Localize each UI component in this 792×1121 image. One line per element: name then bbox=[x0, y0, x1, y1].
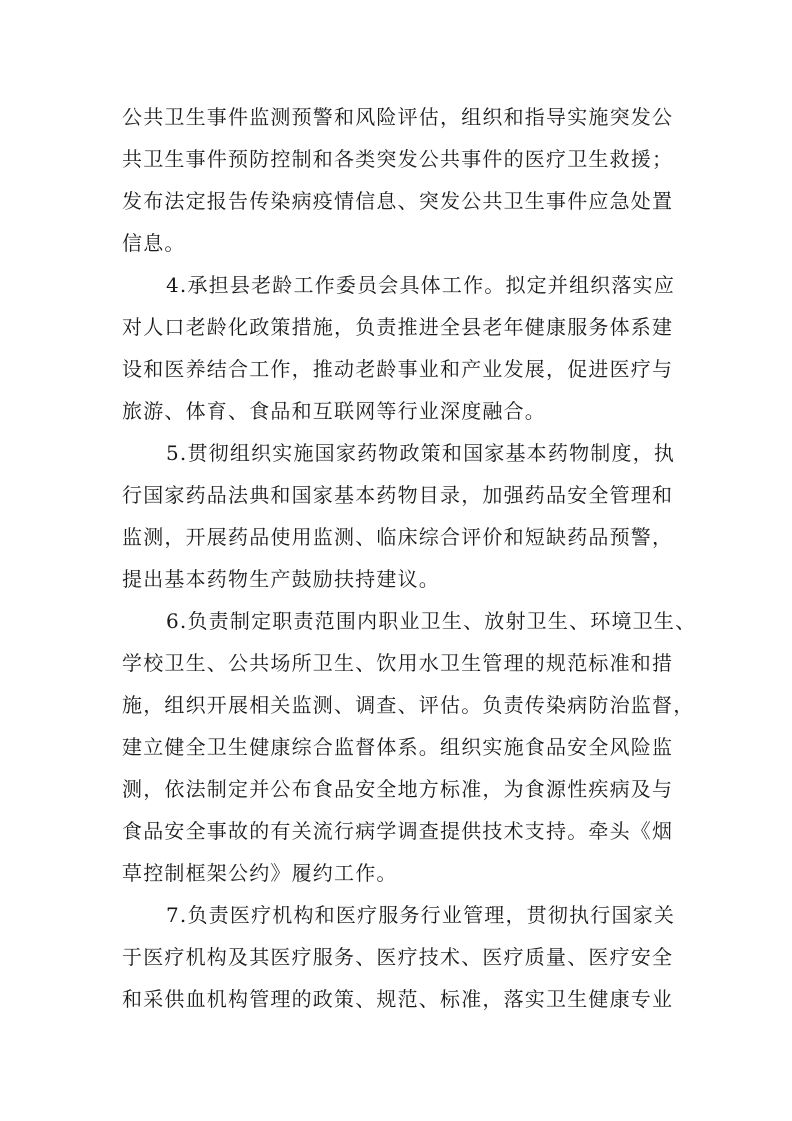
text-line: 学校卫生、公共场所卫生、饮用水卫生管理的规范标准和措 bbox=[122, 651, 674, 675]
text-line: 共卫生事件预防控制和各类突发公共事件的医疗卫生救援； bbox=[122, 147, 674, 171]
text-line: 提出基本药物生产鼓励扶持建议。 bbox=[122, 567, 440, 591]
paragraph-4-start: 4.承担县老龄工作委员会具体工作。拟定并组织落实应 bbox=[166, 273, 676, 297]
text-line: 草控制框架公约》履约工作。 bbox=[122, 861, 398, 885]
text-line: 旅游、体育、食品和互联网等行业深度融合。 bbox=[122, 399, 546, 423]
text-line: 发布法定报告传染病疫情信息、突发公共卫生事件应急处置 bbox=[122, 189, 674, 213]
document-body bbox=[122, 96, 697, 1020]
text-line: 行国家药品法典和国家基本药物目录，加强药品安全管理和 bbox=[122, 483, 674, 507]
paragraph-5-start: 5.贯彻组织实施国家药物政策和国家基本药物制度，执 bbox=[166, 441, 676, 465]
text-line: 设和医养结合工作，推动老龄事业和产业发展，促进医疗与 bbox=[122, 357, 674, 381]
text-line: 信息。 bbox=[122, 231, 186, 255]
text-line: 公共卫生事件监测预警和风险评估，组织和指导实施突发公 bbox=[122, 105, 674, 129]
text-line: 对人口老龄化政策措施，负责推进全县老年健康服务体系建 bbox=[122, 315, 674, 339]
text-line: 和采供血机构管理的政策、规范、标准，落实卫生健康专业 bbox=[122, 987, 674, 1011]
text-line: 于医疗机构及其医疗服务、医疗技术、医疗质量、医疗安全 bbox=[122, 945, 674, 969]
text-line: 施，组织开展相关监测、调查、评估。负责传染病防治监督， bbox=[122, 693, 695, 717]
paragraph-6-start: 6.负责制定职责范围内职业卫生、放射卫生、环境卫生、 bbox=[166, 609, 697, 633]
text-line: 建立健全卫生健康综合监督体系。组织实施食品安全风险监 bbox=[122, 735, 674, 759]
paragraph-7-start: 7.负责医疗机构和医疗服务行业管理，贯彻执行国家关 bbox=[166, 903, 676, 927]
text-line: 测，依法制定并公布食品安全地方标准，为食源性疾病及与 bbox=[122, 777, 674, 801]
text-line: 食品安全事故的有关流行病学调查提供技术支持。牵头《烟 bbox=[122, 819, 674, 843]
text-line: 监测，开展药品使用监测、临床综合评价和短缺药品预警， bbox=[122, 525, 674, 549]
